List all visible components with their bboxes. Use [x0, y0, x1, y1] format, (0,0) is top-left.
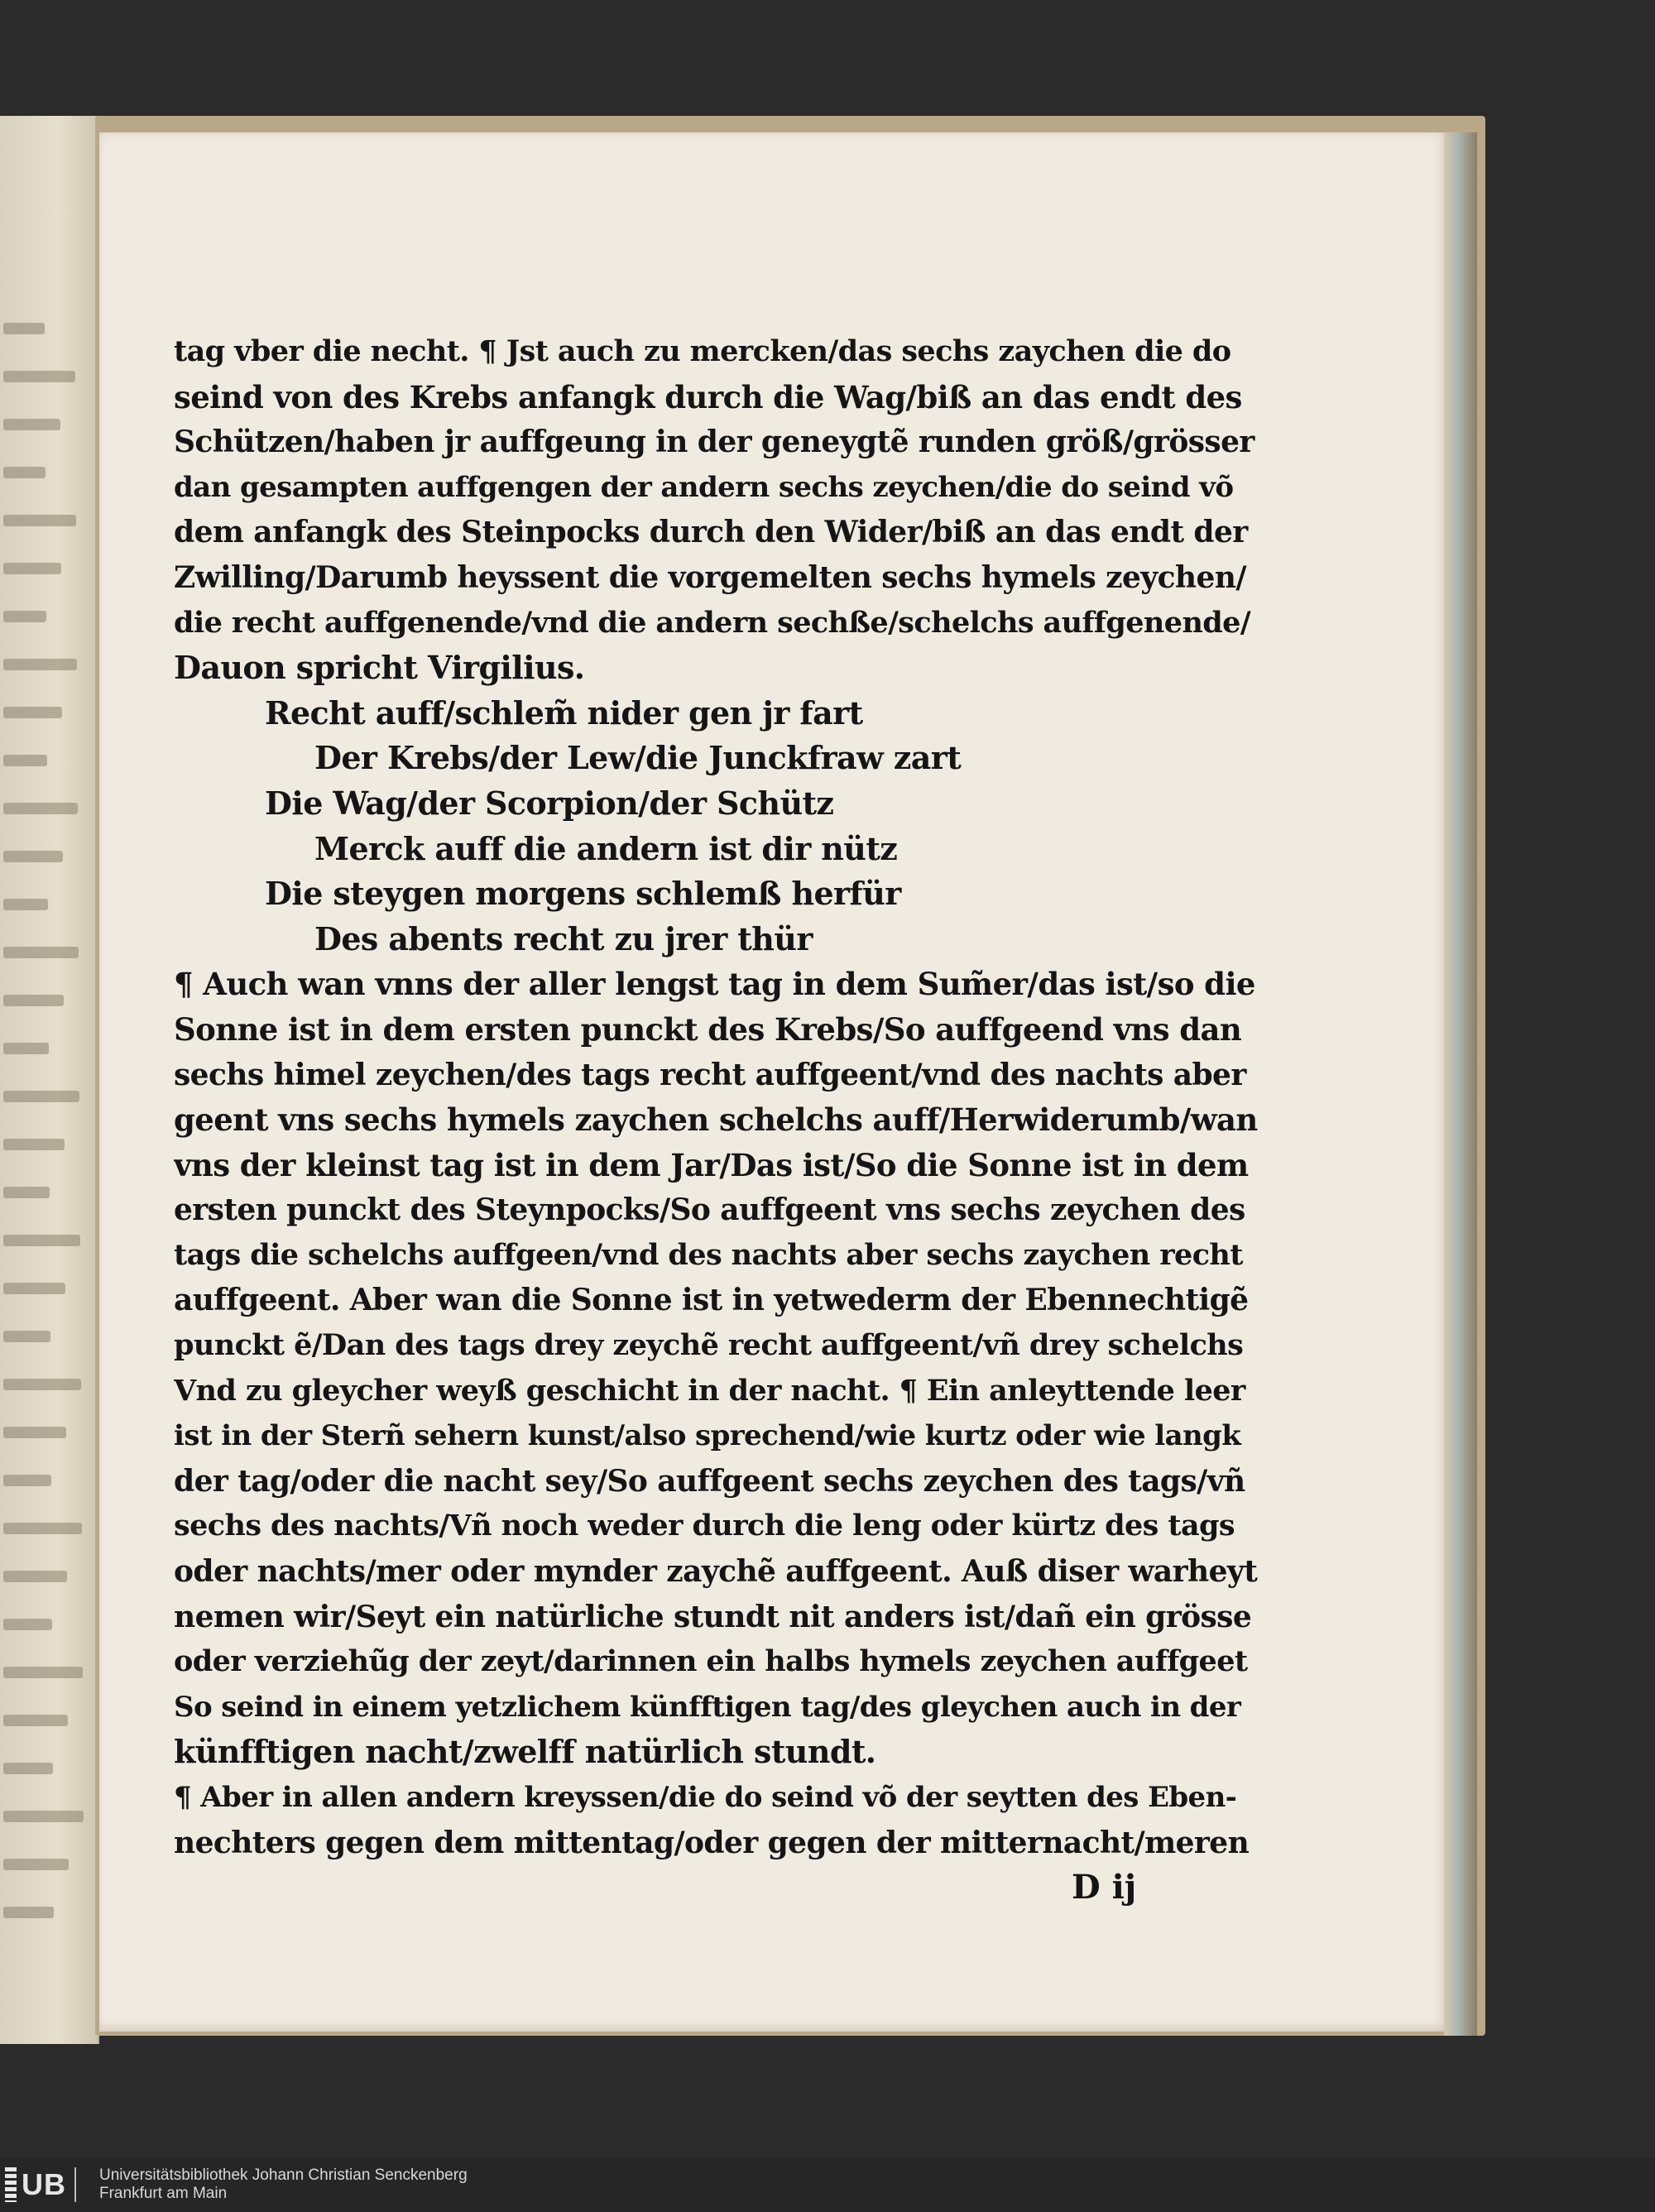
left-page-text-bleed — [3, 1331, 50, 1342]
page-text-block — [174, 329, 1258, 1865]
text-line: So seind in einem yetzlichem künfftigen tag/des gleychen auch in der — [174, 1690, 1241, 1724]
text-line: Die steygen morgens schlemß herfür — [265, 875, 901, 913]
left-page-text-bleed — [3, 1427, 66, 1438]
institution-line-2: Frankfurt am Main — [99, 2185, 228, 2202]
text-line: ersten punckt des Steynpocks/So auffgeent vns sechs zeychen des — [174, 1192, 1245, 1228]
ub-logo-text: UB — [22, 2167, 66, 2201]
left-page-text-bleed — [3, 1715, 68, 1726]
page-fore-edge — [1444, 132, 1477, 2036]
text-line: dan gesampten auffgengen der andern sechs zeychen/die do seind võ — [174, 470, 1234, 504]
left-page-text-bleed — [3, 947, 79, 958]
logo-divider — [74, 2167, 76, 2202]
left-page-text-bleed — [3, 1283, 65, 1294]
text-line: nemen wir/Seyt ein natürliche stundt nit anders ist/dañ ein grösse — [174, 1599, 1252, 1634]
text-line: Die Wag/der Scorpion/der Schütz — [265, 784, 834, 822]
left-page-edge — [0, 116, 99, 2044]
text-line: oder nachts/mer oder mynder zaychẽ auffgeent. Auß diser warheyt — [174, 1554, 1258, 1590]
institution-name — [99, 2166, 468, 2203]
footer-bar — [0, 2158, 1655, 2212]
left-page-text-bleed — [3, 1091, 79, 1102]
text-line: die recht auffgenende/vnd die andern sechße/schelchs auffgenende/ — [174, 605, 1251, 640]
left-page-text-bleed — [3, 1139, 65, 1150]
text-line: seind von des Krebs anfangk durch die Wag/biß an das endt des — [174, 378, 1242, 415]
text-line: vns der kleinst tag ist in dem Jar/Das ist/So die Sonne ist in dem — [174, 1146, 1249, 1183]
institution-line-1: Universitätsbibliothek Johann Christian Senckenberg — [99, 2166, 468, 2184]
text-line: Sonne ist in dem ersten punckt des Krebs/So auffgeend vns dan — [174, 1010, 1242, 1048]
left-page-text-bleed — [3, 851, 63, 862]
text-line: punckt ẽ/Dan des tags drey zeychẽ recht auffgeent/vñ drey schelchs — [174, 1328, 1244, 1363]
text-line: oder verziehũg der zeyt/darinnen ein halbs hymels zeychen auffgeet — [174, 1644, 1248, 1679]
left-page-text-bleed — [3, 995, 64, 1006]
text-line: künfftigen nacht/zwelff natürlich stundt. — [174, 1733, 876, 1771]
left-page-text-bleed — [3, 1523, 82, 1534]
left-page-text-bleed — [3, 1043, 49, 1054]
text-line: Merck auff die andern ist dir nütz — [314, 829, 898, 867]
text-line: nechters gegen dem mittentag/oder gegen der mitternacht/meren — [174, 1825, 1250, 1860]
left-page-text-bleed — [3, 1859, 69, 1870]
left-page-text-bleed — [3, 611, 46, 622]
text-line: tags die schelchs auffgeen/vnd des nachts aber sechs zaychen recht — [174, 1237, 1243, 1272]
left-page-text-bleed — [3, 515, 76, 526]
text-line: dem anfangk des Steinpocks durch den Wider/biß an das endt der — [174, 515, 1248, 550]
text-line: ist in der Sterñ sehern kunst/also sprechend/wie kurtz oder wie langk — [174, 1419, 1241, 1453]
signature-mark: D ij — [1072, 1868, 1137, 1907]
left-page-text-bleed — [3, 1379, 81, 1390]
left-page-text-bleed — [3, 1763, 53, 1774]
text-line: Des abents recht zu jrer thür — [314, 919, 813, 957]
text-line: Zwilling/Darumb heyssent die vorgemelten sechs hymels zeychen/ — [174, 559, 1246, 595]
left-page-text-bleed — [3, 467, 46, 478]
left-page-text-bleed — [3, 899, 48, 910]
left-page-text-bleed — [3, 1475, 51, 1486]
left-page-text-bleed — [3, 1667, 83, 1678]
left-page-text-bleed — [3, 1811, 84, 1822]
text-line: Schützen/haben jr auffgeung in der geneygtẽ runden größ/grösser — [174, 425, 1254, 460]
left-page-text-bleed — [3, 1907, 54, 1918]
left-page-text-bleed — [3, 1187, 50, 1198]
left-page-text-bleed — [3, 1235, 80, 1246]
text-line: sechs des nachts/Vñ noch weder durch die leng oder kürtz des tags — [174, 1509, 1235, 1543]
left-page-text-bleed — [3, 803, 78, 814]
text-line: sechs himel zeychen/des tags recht auffgeent/vnd des nachts aber — [174, 1057, 1246, 1092]
ub-mark-icon — [5, 2167, 17, 2202]
left-page-text-bleed — [3, 707, 62, 718]
text-line: ¶ Aber in allen andern kreyssen/die do seind võ der seytten des Eben- — [174, 1781, 1237, 1814]
text-line: Recht auff/schlem̃ nider gen jr fart — [265, 693, 863, 732]
text-line: ¶ Auch wan vnns der aller lengst tag in dem Sum̃er/das ist/so die — [174, 966, 1255, 1003]
left-page-text-bleed — [3, 755, 47, 766]
left-page-text-bleed — [3, 419, 60, 430]
text-line: auffgeent. Aber wan die Sonne ist in yetwederm der Ebennechtigẽ — [174, 1283, 1249, 1318]
left-page-text-bleed — [3, 659, 77, 670]
left-page-text-bleed — [3, 323, 45, 334]
left-page-text-bleed — [3, 371, 75, 382]
text-line: der tag/oder die nacht sey/So auffgeent sechs zeychen des tags/vñ — [174, 1463, 1245, 1499]
text-line: Vnd zu gleycher weyß geschicht in der nacht. ¶ Ein anleyttende leer — [174, 1373, 1245, 1408]
left-page-text-bleed — [3, 1571, 67, 1582]
ub-logo[interactable] — [5, 2166, 76, 2203]
text-line: geent vns sechs hymels zaychen schelchs auff/Herwiderumb/wan — [174, 1101, 1258, 1139]
text-line: tag vber die necht. ¶ Jst auch zu mercken/das sechs zaychen die do — [174, 334, 1231, 368]
left-page-text-bleed — [3, 1619, 52, 1630]
left-page-text-bleed — [3, 563, 61, 574]
text-line: Dauon spricht Virgilius. — [174, 649, 585, 687]
text-line: Der Krebs/der Lew/die Junckfraw zart — [314, 739, 962, 777]
